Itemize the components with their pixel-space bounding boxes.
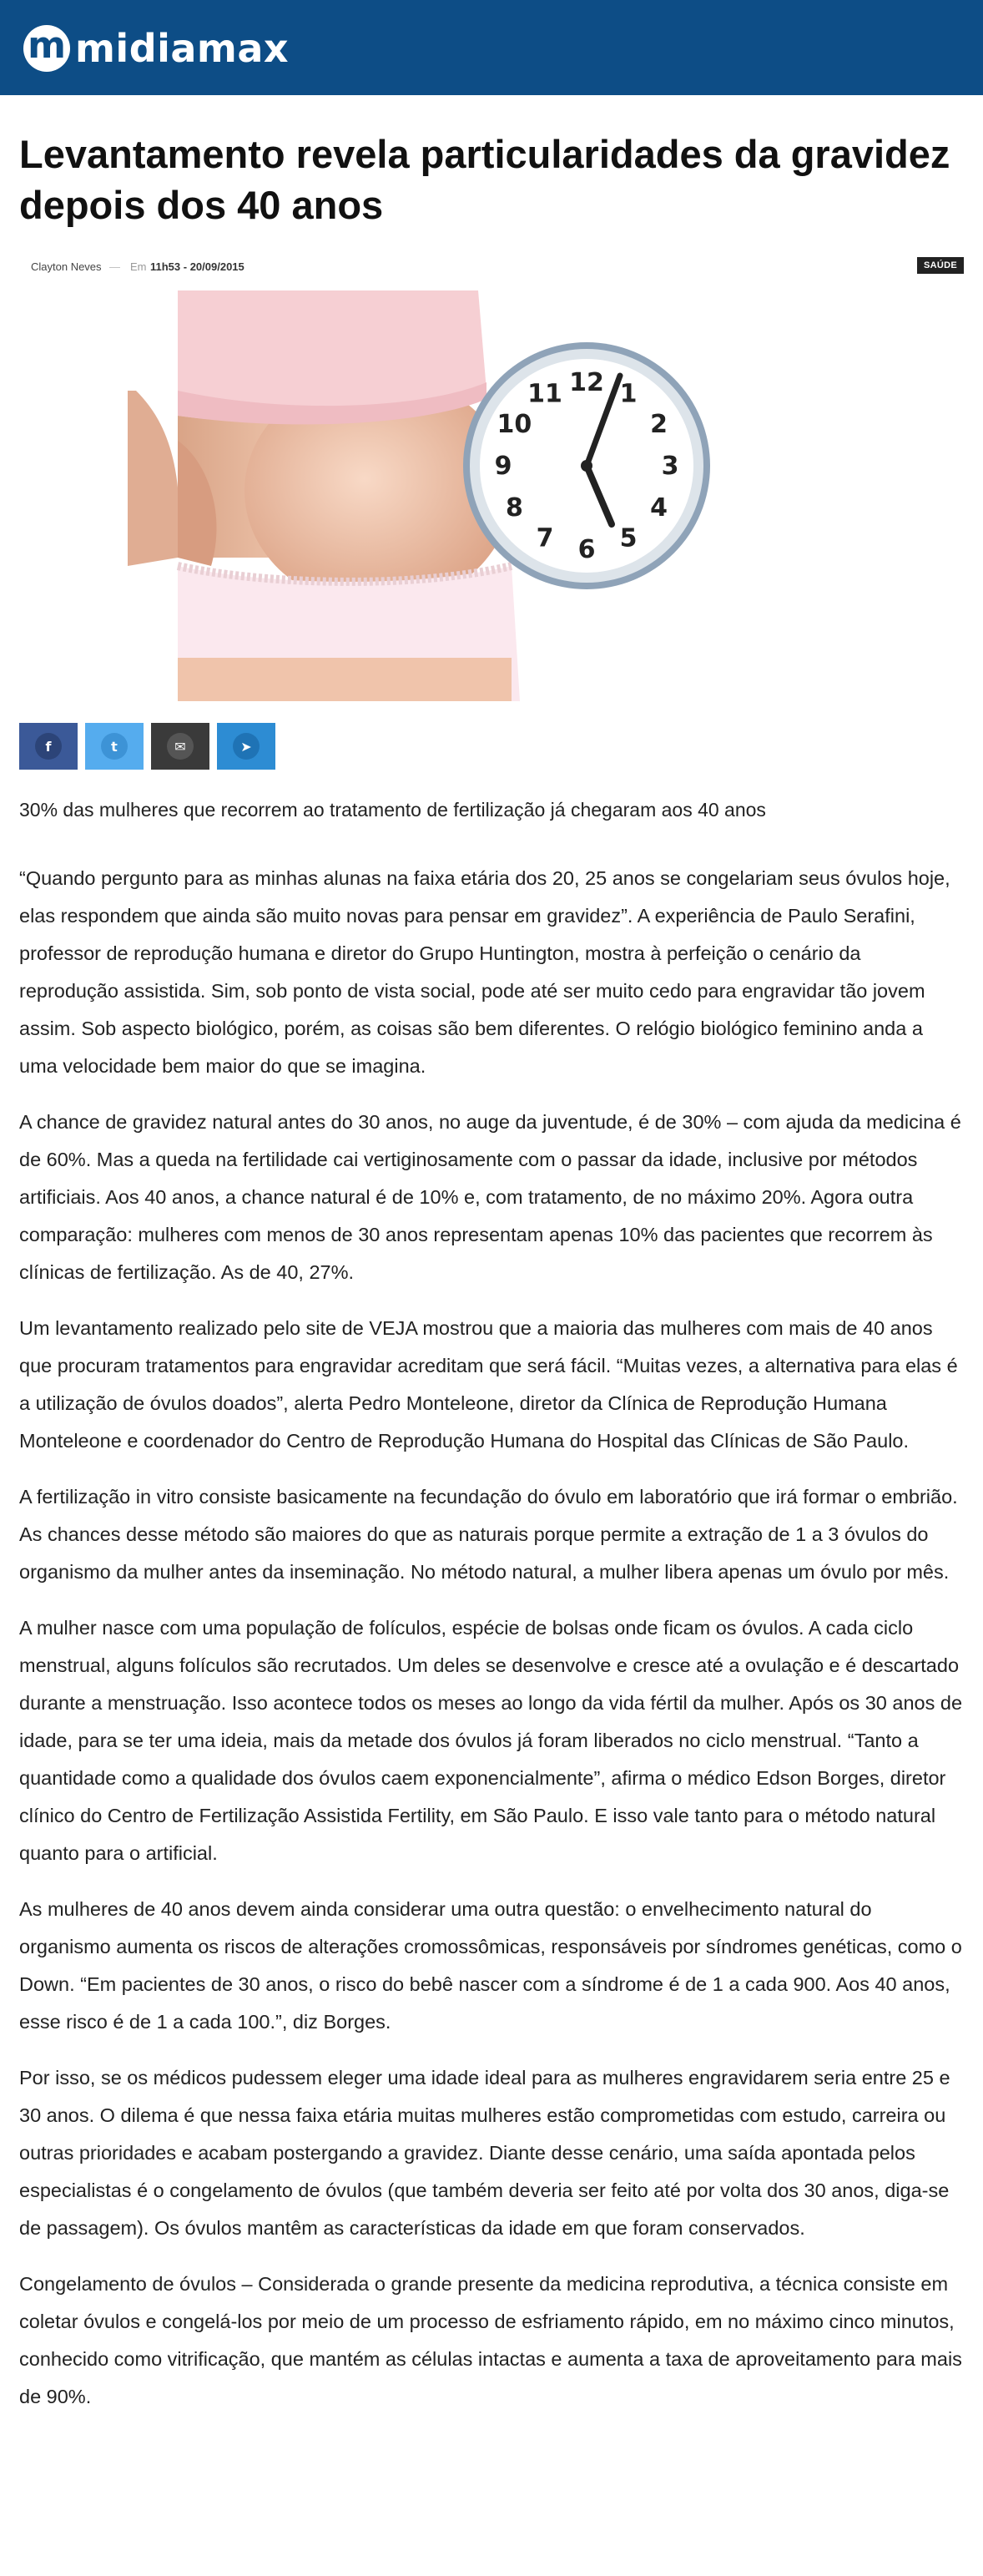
clock-numeral: 1 (619, 379, 638, 409)
email-icon: ✉ (167, 733, 194, 760)
share-email-button[interactable] (151, 723, 209, 770)
article-paragraph: Um levantamento realizado pelo site de VEJA mostrou que a maioria das mulheres com mais de 40 anos que procuram tratamentos para engravidar acreditam que será fácil. “Muitas vezes, a alternativa para elas é a utilização de óvulos doados”, alerta Pedro Monteleone, diretor da Clínica de Reprodução Humana Monteleone e coordenador do Centro de Reprodução Humana do Hospital das Clínicas de São Paulo. (19, 1317, 958, 1452)
article-lead: 30% das mulheres que recorrem ao tratamento de fertilização já chegaram aos 40 anos (19, 799, 766, 821)
logo-text: midiamax (75, 26, 290, 71)
share-bar (19, 723, 964, 770)
article-meta (19, 250, 964, 284)
site-header (0, 0, 983, 95)
clock-numeral: 2 (650, 410, 668, 440)
author-name[interactable]: Clayton Neves (31, 260, 102, 274)
article-paragraph: A fertilização in vitro consiste basicamente na fecundação do óvulo em laboratório que irá formar o embrião. As chances desse método são maiores do que as naturais porque permite a extração de 1 a 3 óvulos do organismo da mulher antes da inseminação. No método natural, a mulher libera apenas um óvulo por mês. (19, 1486, 958, 1583)
article-paragraph: Congelamento de óvulos – Considerada o grande presente da medicina reprodutiva, a técnica consiste em coletar óvulos e congelá-los por meio de um processo de esfriamento rápido, em no máximo cinco minutos, conhecido como vitrificação, que mantém as células intactas e aumenta a taxa de aproveitamento para mais de 90%. (19, 2273, 962, 2408)
article-paragraph: As mulheres de 40 anos devem ainda considerar uma outra questão: o envelhecimento natural do organismo aumenta os riscos de alterações cromossômicas, responsáveis por síndromes genéticas, como o Down. “Em pacientes de 30 anos, o risco do bebê nascer com a síndrome é de 1 a cada 900. Aos 40 anos, esse risco é de 1 a cada 100.”, diz Borges. (19, 1898, 962, 2033)
facebook-icon: f (35, 733, 62, 760)
date-prefix: Em (130, 260, 147, 274)
clock-numeral: 4 (650, 493, 668, 523)
article-title: Levantamento revela particularidades da gravidez depois dos 40 anos (19, 132, 950, 228)
article-paragraph: Por isso, se os médicos pudessem eleger uma idade ideal para as mulheres engravidarem seria entre 25 e 30 anos. O dilema é que nessa faixa etária muitas mulheres estão comprometidas com estudo, carreira ou outras prioridades e acabam postergando a gravidez. Diante desse cenário, uma saída apontada pelos especialistas é o congelamento de óvulos (que também deveria ser feito até por volta dos 30 anos, diga-se de passagem). Os óvulos mantêm as características da idade em que foram conservados. (19, 2067, 950, 2240)
meta-separator: — (109, 260, 120, 274)
share-twitter-button[interactable] (85, 723, 144, 770)
twitter-icon: t (101, 733, 128, 760)
site-logo[interactable] (23, 25, 289, 72)
telegram-icon: ➤ (233, 733, 260, 760)
pregnant-woman-clock-image (128, 290, 716, 701)
article-paragraph: “Quando pergunto para as minhas alunas na faixa etária dos 20, 25 anos se congelariam seus óvulos hoje, elas respondem que ainda são muito novas para pensar em gravidez”. A experiência de Paulo Serafini, professor de reprodução humana e diretor do Grupo Huntington, mostra à perfeição o cenário da reprodução assistida. Sim, sob ponto de vista social, pode até ser muito cedo para engravidar tão jovem assim. Sob aspecto biológico, porém, as coisas são bem diferentes. O relógio biológico feminino anda a uma velocidade bem maior do que se imagina. (19, 867, 950, 1078)
clock-numeral: 7 (536, 523, 554, 553)
article-paragraph: A mulher nasce com uma população de folículos, espécie de bolsas onde ficam os óvulos. A cada ciclo menstrual, alguns folículos são recrutados. Um deles se desenvolve e cresce até a ovulação e é descartado durante a menstruação. Isso acontece todos os meses ao longo da vida fértil da mulher. Após os 30 anos de idade, para se ter uma ideia, mais da metade dos óvulos já foram liberados no ciclo menstrual. “Tanto a quantidade como a qualidade dos óvulos caem exponencialmente”, afirma o médico Edson Borges, diretor clínico do Centro de Fertilização Assistida Fertility, em São Paulo. E isso vale tanto para o método natural quanto para o artificial. (19, 1617, 963, 1865)
clock-graphic (463, 342, 710, 589)
clock-numeral: 8 (505, 493, 523, 523)
clock-numeral: 11 (527, 379, 562, 409)
article-container (0, 129, 983, 2416)
article-hero-image (128, 290, 716, 701)
clock-numeral: 9 (494, 452, 512, 482)
article-paragraph: A chance de gravidez natural antes do 30 anos, no auge da juventude, é de 30% – com ajuda da medicina é de 60%. Mas a queda na fertilidade cai vertiginosamente com o passar da idade, inclusive por métodos artificiais. Aos 40 anos, a chance natural é de 10% e, com tratamento, de no máximo 20%. Agora outra comparação: mulheres com menos de 30 anos representam apenas 10% das pacientes que recorrem às clínicas de fertilização. As de 40, 27%. (19, 1111, 961, 1284)
logo-mark-icon: m (23, 25, 70, 72)
article-body (19, 860, 964, 2416)
clock-numeral: 6 (577, 535, 596, 565)
publish-date: 11h53 - 20/09/2015 (150, 260, 244, 274)
share-facebook-button[interactable] (19, 723, 78, 770)
clock-numeral: 3 (661, 452, 679, 482)
clock-numeral: 12 (569, 368, 604, 398)
clock-numeral: 5 (619, 523, 638, 553)
clock-numeral: 10 (497, 410, 532, 440)
category-badge[interactable]: SAÚDE (917, 257, 964, 274)
share-telegram-button[interactable] (217, 723, 275, 770)
